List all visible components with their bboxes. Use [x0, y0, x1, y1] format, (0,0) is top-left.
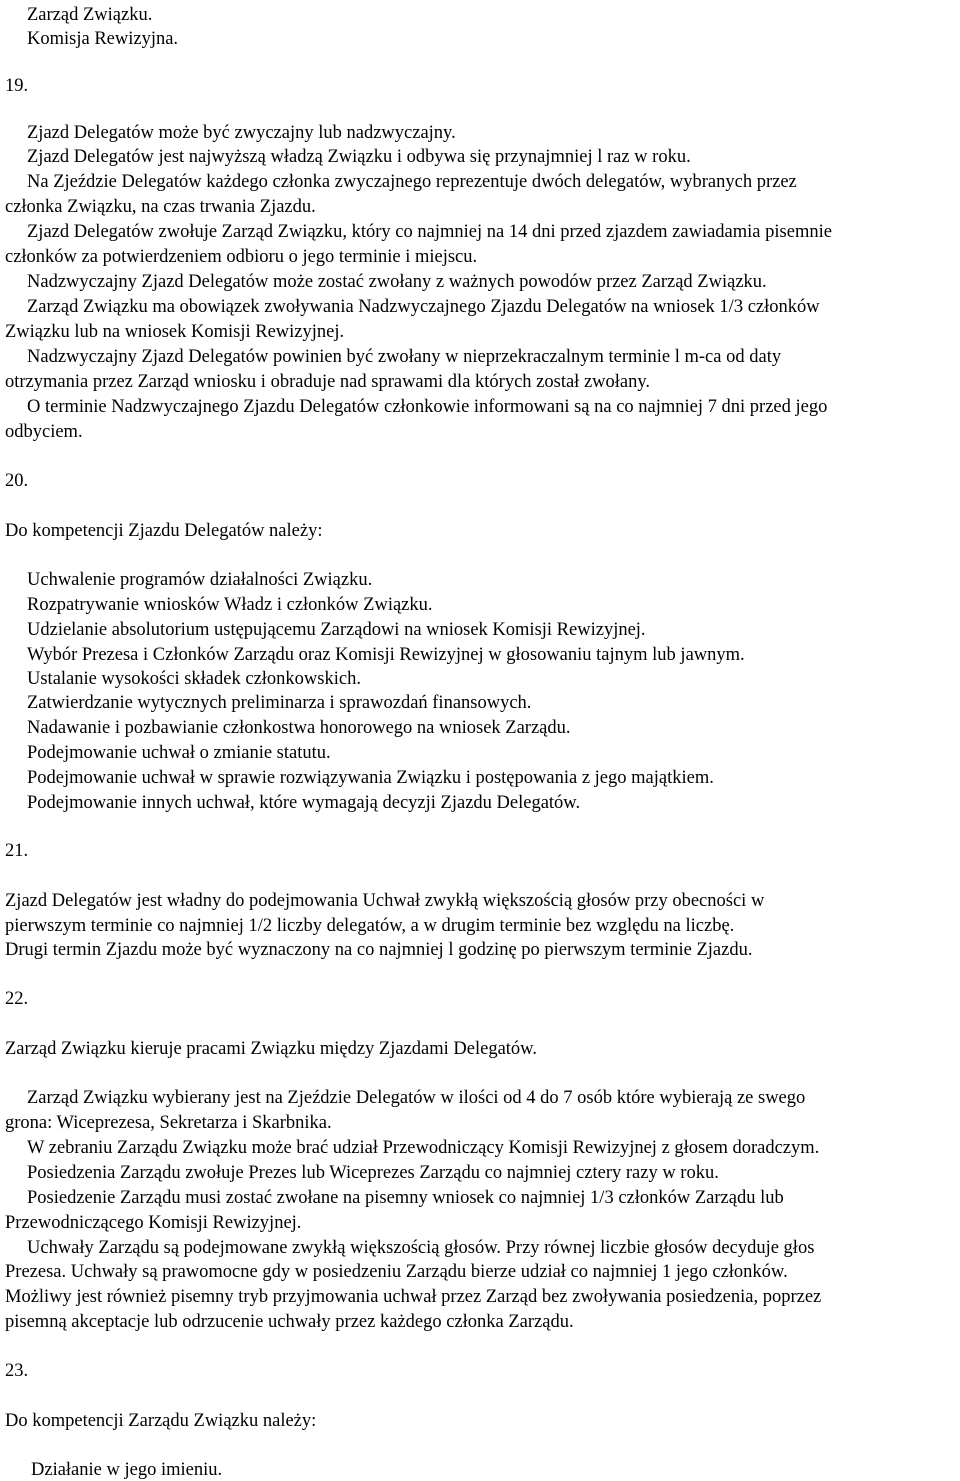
paragraph-line: Nadzwyczajny Zjazd Delegatów może zostać zwołany z ważnych powodów przez Zarząd Związku. [27, 272, 767, 292]
paragraph-line: Przewodniczącego Komisji Rewizyjnej. [5, 1213, 302, 1233]
list-item: Podejmowanie innych uchwał, które wymagają decyzji Zjazdu Delegatów. [27, 793, 581, 813]
paragraph-line: Drugi termin Zjazdu może być wyznaczony na co najmniej l godzinę po pierwszym terminie Zjazdu. [5, 940, 753, 960]
section-heading-20: 20. [5, 471, 29, 491]
list-item: Działanie w jego imieniu. [31, 1460, 223, 1480]
paragraph-line: Posiedzenie Zarządu musi zostać zwołane na pisemny wniosek co najmniej 1/3 członków Zarządu lub [27, 1188, 784, 1208]
paragraph-line: Zjazd Delegatów zwołuje Zarząd Związku, który co najmniej na 14 dni przed zjazdem zawiadamia pisemnie [27, 222, 832, 242]
paragraph-line: odbyciem. [5, 422, 83, 442]
paragraph-line: otrzymania przez Zarząd wniosku i obraduje nad sprawami dla których został zwołany. [5, 372, 651, 392]
paragraph-line: Zjazd Delegatów jest władny do podejmowania Uchwał zwykłą większością głosów przy obecności w [5, 891, 765, 911]
paragraph-line: członka Związku, na czas trwania Zjazdu. [5, 197, 316, 217]
paragraph-line: Zarząd Związku ma obowiązek zwoływania Nadzwyczajnego Zjazdu Delegatów na wniosek 1/3 członków [27, 297, 820, 317]
list-item: Podejmowanie uchwał o zmianie statutu. [27, 743, 331, 763]
list-item: Ustalanie wysokości składek członkowskich. [27, 669, 361, 689]
list-item: Uchwalenie programów działalności Związku. [27, 570, 373, 590]
paragraph-line: Na Zjeździe Delegatów każdego członka zwyczajnego reprezentuje dwóch delegatów, wybranych przez [27, 172, 797, 192]
paragraph-line: Uchwały Zarządu są podejmowane zwykłą większością głosów. Przy równej liczbie głosów decyduje głos [27, 1238, 815, 1258]
paragraph-line: Zjazd Delegatów może być zwyczajny lub nadzwyczajny. [27, 123, 456, 143]
paragraph-line: członków za potwierdzeniem odbioru o jego terminie i miejscu. [5, 247, 478, 267]
paragraph-line: Zjazd Delegatów jest najwyższą władzą Związku i odbywa się przynajmniej l raz w roku. [27, 147, 691, 167]
section-heading-23: 23. [5, 1361, 29, 1381]
paragraph-line: grona: Wiceprezesa, Sekretarza i Skarbnika. [5, 1113, 332, 1133]
list-item: Podejmowanie uchwał w sprawie rozwiązywania Związku i postępowania z jego majątkiem. [27, 768, 714, 788]
list-item: Wybór Prezesa i Członków Zarządu oraz Komisji Rewizyjnej w głosowaniu tajnym lub jawnym. [27, 645, 745, 665]
paragraph-line: Związku lub na wniosek Komisji Rewizyjnej. [5, 322, 345, 342]
list-item: Nadawanie i pozbawianie członkostwa honorowego na wniosek Zarządu. [27, 718, 571, 738]
section-heading-21: 21. [5, 841, 29, 861]
paragraph-line: Możliwy jest również pisemny tryb przyjmowania uchwał przez Zarząd bez zwoływania posiedzenia, poprzez [5, 1287, 822, 1307]
paragraph-line: pisemną akceptacje lub odrzucenie uchwały przez każdego członka Zarządu. [5, 1312, 574, 1332]
section-intro: Do kompetencji Zjazdu Delegatów należy: [5, 521, 323, 541]
list-item: Zarząd Związku. [27, 5, 153, 25]
paragraph-line: Nadzwyczajny Zjazd Delegatów powinien być zwołany w nieprzekraczalnym terminie l m-ca od daty [27, 347, 782, 367]
section-heading-22: 22. [5, 989, 29, 1009]
section-heading-19: 19. [5, 76, 29, 96]
paragraph-line: Zarząd Związku wybierany jest na Zjeździe Delegatów w ilości od 4 do 7 osób które wybierają ze swego [27, 1088, 806, 1108]
section-intro: Do kompetencji Zarządu Związku należy: [5, 1411, 317, 1431]
list-item: Udzielanie absolutorium ustępującemu Zarządowi na wniosek Komisji Rewizyjnej. [27, 620, 646, 640]
list-item: Zatwierdzanie wytycznych preliminarza i sprawozdań finansowych. [27, 693, 532, 713]
list-item: Rozpatrywanie wniosków Władz i członków Związku. [27, 595, 433, 615]
list-item: Komisja Rewizyjna. [27, 29, 179, 49]
paragraph-line: Prezesa. Uchwały są prawomocne gdy w posiedzeniu Zarządu bierze udział co najmniej 1 jego członków. [5, 1262, 788, 1282]
paragraph-line: pierwszym terminie co najmniej 1/2 liczby delegatów, a w drugim terminie bez względu na liczbę. [5, 916, 735, 936]
section-intro: Zarząd Związku kieruje pracami Związku między Zjazdami Delegatów. [5, 1039, 537, 1059]
paragraph-line: W zebraniu Zarządu Związku może brać udział Przewodniczący Komisji Rewizyjnej z głosem doradczym. [27, 1138, 820, 1158]
paragraph-line: O terminie Nadzwyczajnego Zjazdu Delegatów członkowie informowani są na co najmniej 7 dni przed jego [27, 397, 828, 417]
paragraph-line: Posiedzenia Zarządu zwołuje Prezes lub Wiceprezes Zarządu co najmniej cztery razy w roku. [27, 1163, 719, 1183]
